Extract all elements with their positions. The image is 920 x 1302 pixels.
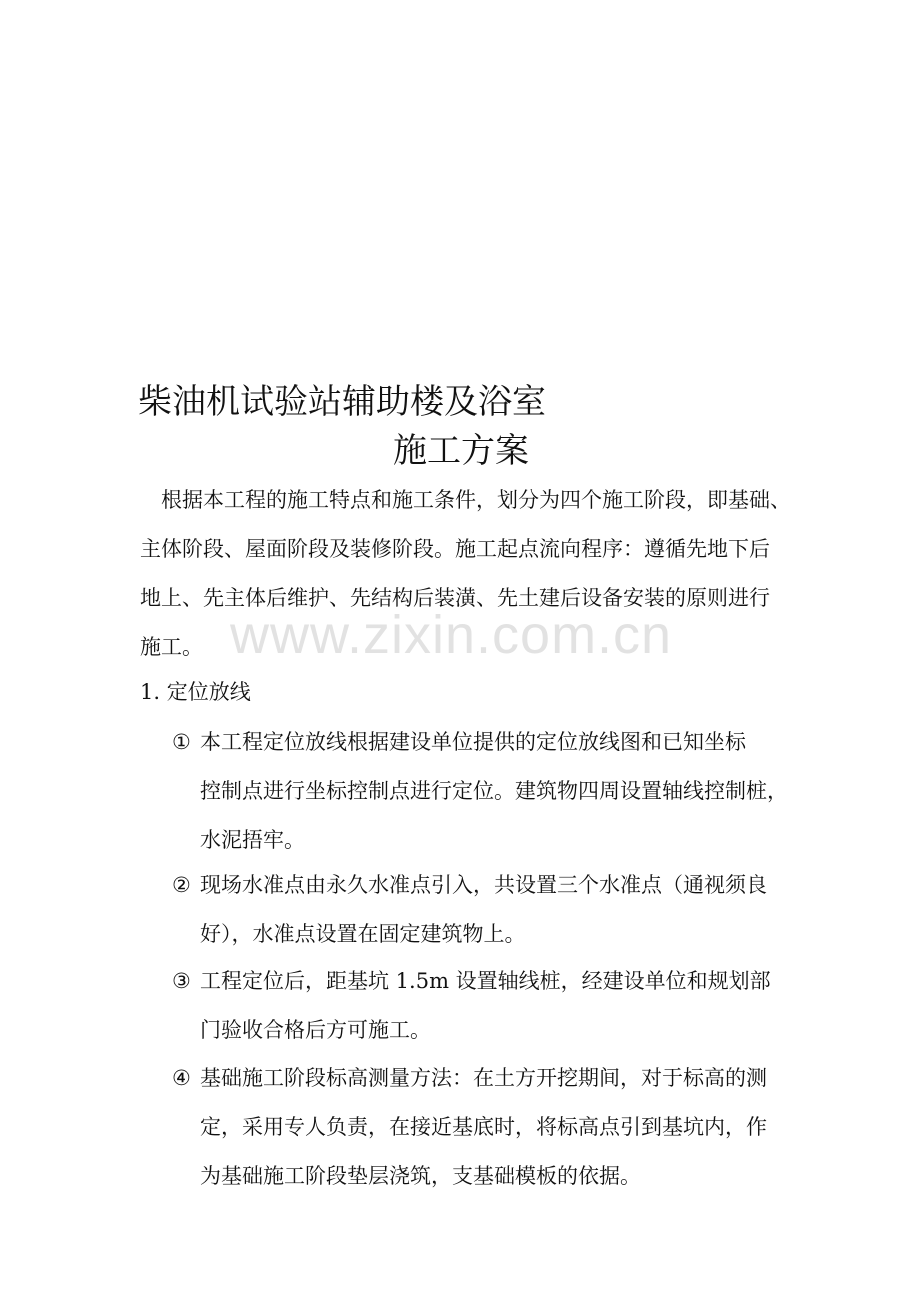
item-text: 定，采用专人负责，在接近基底时，将标高点引到基坑内，作	[200, 1115, 767, 1139]
watermark: www.zixin.com.cn	[230, 605, 673, 665]
list-item	[172, 871, 767, 969]
item-text: 本工程定位放线根据建设单位提供的定位放线图和已知坐标	[200, 730, 746, 754]
section-heading-text: 1. 定位放线	[140, 680, 251, 704]
item-marker: ④	[172, 1066, 191, 1090]
item-text: 工程定位后，距基坑 1.5m 设置轴线桩，经建设单位和规划部	[200, 969, 771, 993]
item-text: 门验收合格后方可施工。	[200, 1018, 431, 1042]
list-item	[172, 728, 788, 875]
item-text: 控制点进行坐标控制点进行定位。建筑物四周设置轴线控制桩，	[200, 779, 788, 803]
list-item	[172, 1064, 767, 1211]
item-text: 水泥捂牢。	[200, 828, 305, 852]
intro-line: 施工。	[140, 635, 203, 659]
intro-line: 主体阶段、屋面阶段及装修阶段。施工起点流向程序：遵循先地下后	[140, 537, 770, 561]
item-text: 现场水准点由永久水准点引入，共设置三个水准点（通视须良	[200, 873, 767, 897]
item-marker: ②	[172, 873, 191, 897]
document-subtitle: 施工方案	[393, 431, 529, 471]
item-text: 基础施工阶段标高测量方法：在土方开挖期间，对于标高的测	[200, 1066, 767, 1090]
intro-line: 根据本工程的施工特点和施工条件，划分为四个施工阶段，即基础、	[161, 488, 791, 512]
item-marker: ①	[172, 730, 191, 754]
document-title: 柴油机试验站辅助楼及浴室	[138, 382, 546, 422]
item-text: 好），水准点设置在固定建筑物上。	[200, 922, 526, 946]
item-text: 为基础施工阶段垫层浇筑，支基础模板的依据。	[200, 1164, 641, 1188]
section-heading	[140, 678, 251, 727]
list-item	[172, 967, 771, 1065]
intro-line: 地上、先主体后维护、先结构后装潢、先土建后设备安装的原则进行	[140, 586, 770, 610]
item-marker: ③	[172, 969, 191, 993]
